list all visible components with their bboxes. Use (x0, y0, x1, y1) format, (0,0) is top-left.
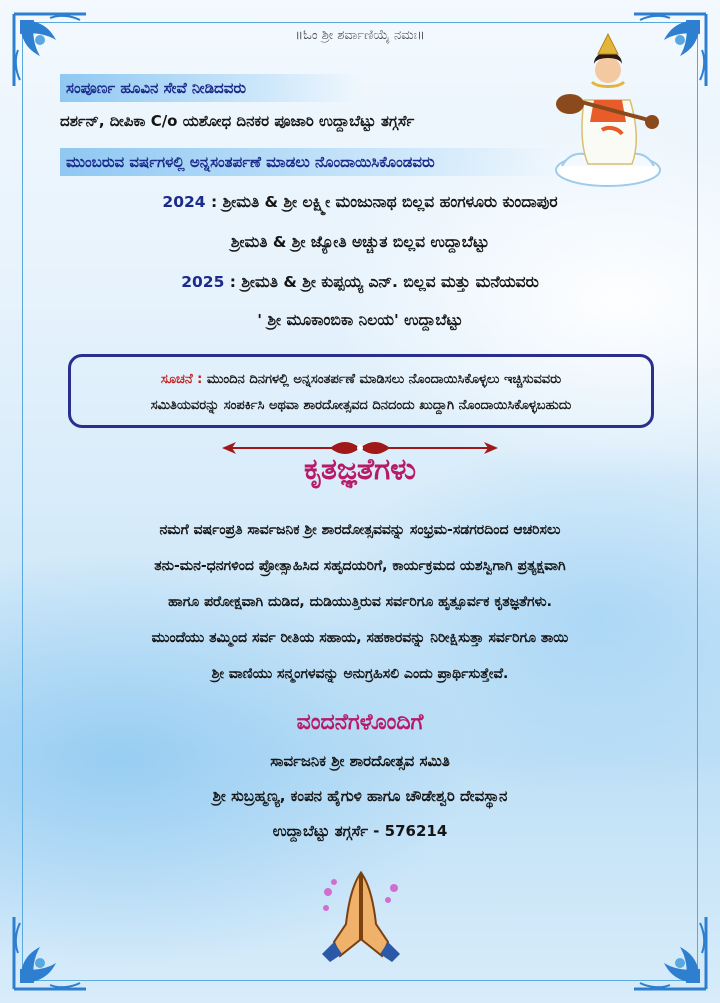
year-separator: : (224, 273, 242, 291)
floral-corner-ornament-icon (630, 913, 710, 993)
donor-2024-line1 (0, 193, 720, 212)
signature-address: ಉದ್ದಾಬೆಟ್ಟು ತಗ್ಗರ್ಸೆ - 576214 (272, 822, 448, 840)
flower-service-sponsor: ದರ್ಶನ್, ದೀಪಿಕಾ C/o ಯಶೋಧ ದಿನಕರ ಪೂಜಾರಿ ಉದ್ದಾಬೆಟ್ಟು ತಗ್ಗರ್ಸೆ (60, 112, 415, 130)
donor-name: ಶ್ರೀಮತಿ & ಶ್ರೀ ಕುಪ್ಪಯ್ಯ ಎನ್. ಬಿಲ್ಲವ ಮತ್ತು ಮನೆಯವರು (241, 273, 539, 291)
note-line2: ಸಮಿತಿಯವರನ್ನು ಸಂಪರ್ಕಿಸಿ ಅಥವಾ ಶಾರದೋತ್ಸವದ ದಿನದಂದು ಖುದ್ದಾಗಿ ನೊಂದಾಯಿಸಿಕೊಳ್ಳಬಹುದು (150, 398, 572, 413)
thanks-title: ಕೃತಜ್ಞತೆಗಳು (303, 452, 417, 487)
upcoming-sponsors-heading: ಮುಂಬರುವ ವರ್ಷಗಳಲ್ಲಿ ಅನ್ನಸಂತರ್ಪಣೆ ಮಾಡಲು ನೊಂದಾಯಿಸಿಕೊಂಡವರು (60, 148, 560, 176)
donor-year: 2025 (181, 273, 225, 291)
signature-committee: ಸಾರ್ವಜನಿಕ ಶ್ರೀ ಶಾರದೋತ್ಸವ ಸಮಿತಿ (270, 752, 450, 770)
thanks-line: ಹಾಗೂ ಪರೋಕ್ಷವಾಗಿ ದುಡಿದ, ದುಡಿಯುತ್ತಿರುವ ಸರ್ವರಿಗೂ ಹೃತ್ಪೂರ್ವಕ ಕೃತಜ್ಞತೆಗಳು. (168, 594, 552, 610)
note-line1 (87, 367, 635, 393)
note-box (68, 354, 654, 428)
namaste-folded-hands-icon (316, 866, 406, 962)
invocation-text: ॥ಓಂ ಶ್ರೀ ಶರ್ವಾಣಿಯೈ ನಮಃ॥ (295, 28, 425, 43)
thanks-line: ಶ್ರೀ ವಾಣಿಯು ಸನ್ಮಂಗಳವನ್ನು ಅನುಗ್ರಹಿಸಲಿ ಎಂದು ಪ್ರಾರ್ಥಿಸುತ್ತೇವೆ. (211, 666, 509, 682)
note-text1: ಮುಂದಿನ ದಿನಗಳಲ್ಲಿ ಅನ್ನಸಂತರ್ಪಣೆ ಮಾಡಿಸಲು ನೊಂದಾಯಿಸಿಕೊಳ್ಳಲು ಇಚ್ಚಿಸುವವರು (206, 372, 562, 387)
thanks-line: ನಮಗೆ ವರ್ಷಂಪ್ರತಿ ಸಾರ್ವಜನಿಕ ಶ್ರೀ ಶಾರದೋತ್ಸವವನ್ನು ಸಂಭ್ರಮ-ಸಡಗರದಿಂದ ಆಚರಿಸಲು (159, 522, 561, 538)
year-separator: : (205, 193, 223, 211)
thanks-paragraph (60, 512, 660, 692)
note-label: ಸೂಚನೆ : (160, 372, 203, 387)
donor-name: ಶ್ರೀಮತಿ & ಶ್ರೀ ಲಕ್ಷ್ಮೀ ಮಂಜುನಾಥ ಬಿಲ್ಲವ ಹಂಗಳೂರು ಕುಂದಾಪುರ (222, 193, 558, 211)
thanks-line: ಮುಂದೆಯು ತಮ್ಮಿಂದ ಸರ್ವ ರೀತಿಯ ಸಹಾಯ, ಸಹಕಾರವನ್ನು ನಿರೀಕ್ಷಿಸುತ್ತಾ ಸರ್ವರಿಗೂ ತಾಯಿ (151, 630, 569, 646)
donor-year: 2024 (162, 193, 206, 211)
donor-2024-line2: ಶ್ರೀಮತಿ & ಶ್ರೀ ಜ್ಯೋತಿ ಅಚ್ಚುತ ಬಿಲ್ಲವ ಉದ್ದಾಬೆಟ್ಟು (230, 233, 490, 251)
donor-2025-line2: ' ಶ್ರೀ ಮೂಕಾಂಬಿಕಾ ನಿಲಯ' ಉದ್ದಾಬೆಟ್ಟು (257, 311, 463, 329)
thanks-line: ತನು-ಮನ-ಧನಗಳಿಂದ ಪ್ರೋತ್ಸಾಹಿಸಿದ ಸಹೃದಯರಿಗೆ, ಕಾರ್ಯಕ್ರಮದ ಯಶಸ್ವಿಗಾಗಿ ಪ್ರತ್ಯಕ್ಷವಾಗಿ (154, 558, 566, 574)
signature-temple: ಶ್ರೀ ಸುಬ್ರಹ್ಮಣ್ಯ, ಕಂಪನ ಹೈಗುಳಿ ಹಾಗೂ ಚೌಡೇಶ್ವರಿ ದೇವಸ್ಥಾನ (212, 787, 508, 805)
saraswati-with-veena-icon (548, 30, 666, 190)
floral-corner-ornament-icon (10, 913, 90, 993)
donor-2025-line1 (0, 273, 720, 292)
closing-title: ವಂದನೆಗಳೊಂದಿಗೆ (296, 710, 424, 735)
flower-service-heading: ಸಂಪೂರ್ಣ ಹೂವಿನ ಸೇವೆ ನೀಡಿದವರು (60, 74, 360, 102)
